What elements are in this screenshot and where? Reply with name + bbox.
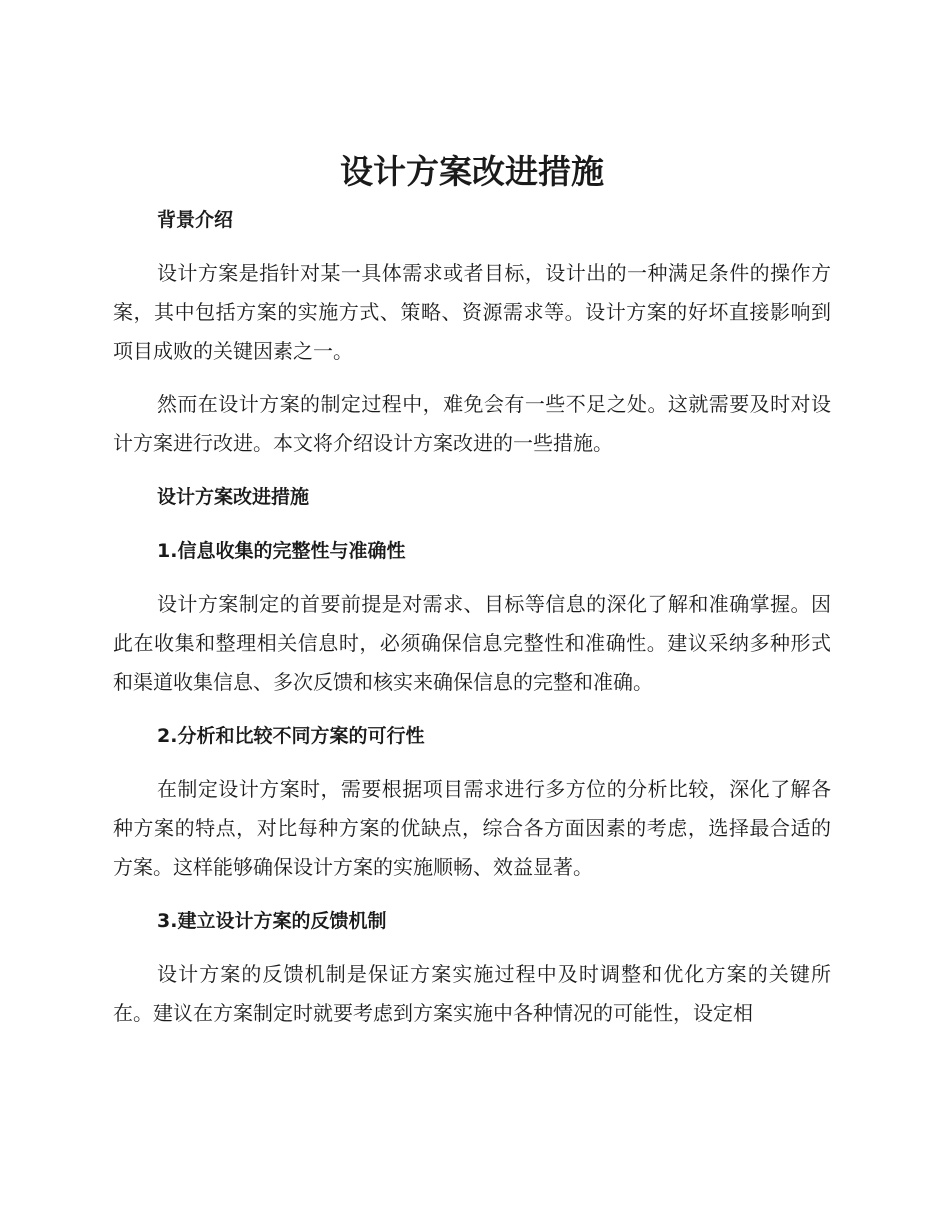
document-title: 设计方案改进措施	[340, 152, 604, 191]
section-heading-background: 背景介绍	[157, 209, 234, 231]
section-heading-item3: 3.建立设计方案的反馈机制	[157, 910, 387, 932]
paragraph-background-2: 然而在设计方案的制定过程中，难免会有一些不足之处。这就需要及时对设计方案进行改进。本文将介绍设计方案改进的一些措施。	[113, 392, 831, 455]
paragraph-item3: 设计方案的反馈机制是保证方案实施过程中及时调整和优化方案的关键所在。建议在方案制定时就要考虑到方案实施中各种情况的可能性，设定相	[113, 962, 831, 1025]
section-heading-measures: 设计方案改进措施	[157, 486, 310, 508]
section-heading-item2: 2.分析和比较不同方案的可行性	[157, 725, 425, 747]
paragraph-background-1: 设计方案是指针对某一具体需求或者目标，设计出的一种满足条件的操作方案，其中包括方案的实施方式、策略、资源需求等。设计方案的好坏直接影响到项目成败的关键因素之一。	[113, 261, 831, 363]
section-heading-item1: 1.信息收集的完整性与准确性	[157, 540, 406, 562]
paragraph-item1: 设计方案制定的首要前提是对需求、目标等信息的深化了解和准确掌握。因此在收集和整理相关信息时，必须确保信息完整性和准确性。建议采纳多种形式和渠道收集信息、多次反馈和核实来确保信息的完整和准确。	[113, 592, 831, 694]
paragraph-item2: 在制定设计方案时，需要根据项目需求进行多方位的分析比较，深化了解各种方案的特点，对比每种方案的优缺点，综合各方面因素的考虑，选择最合适的方案。这样能够确保设计方案的实施顺畅、效益显著。	[113, 777, 831, 879]
document-page	[113, 148, 831, 1033]
